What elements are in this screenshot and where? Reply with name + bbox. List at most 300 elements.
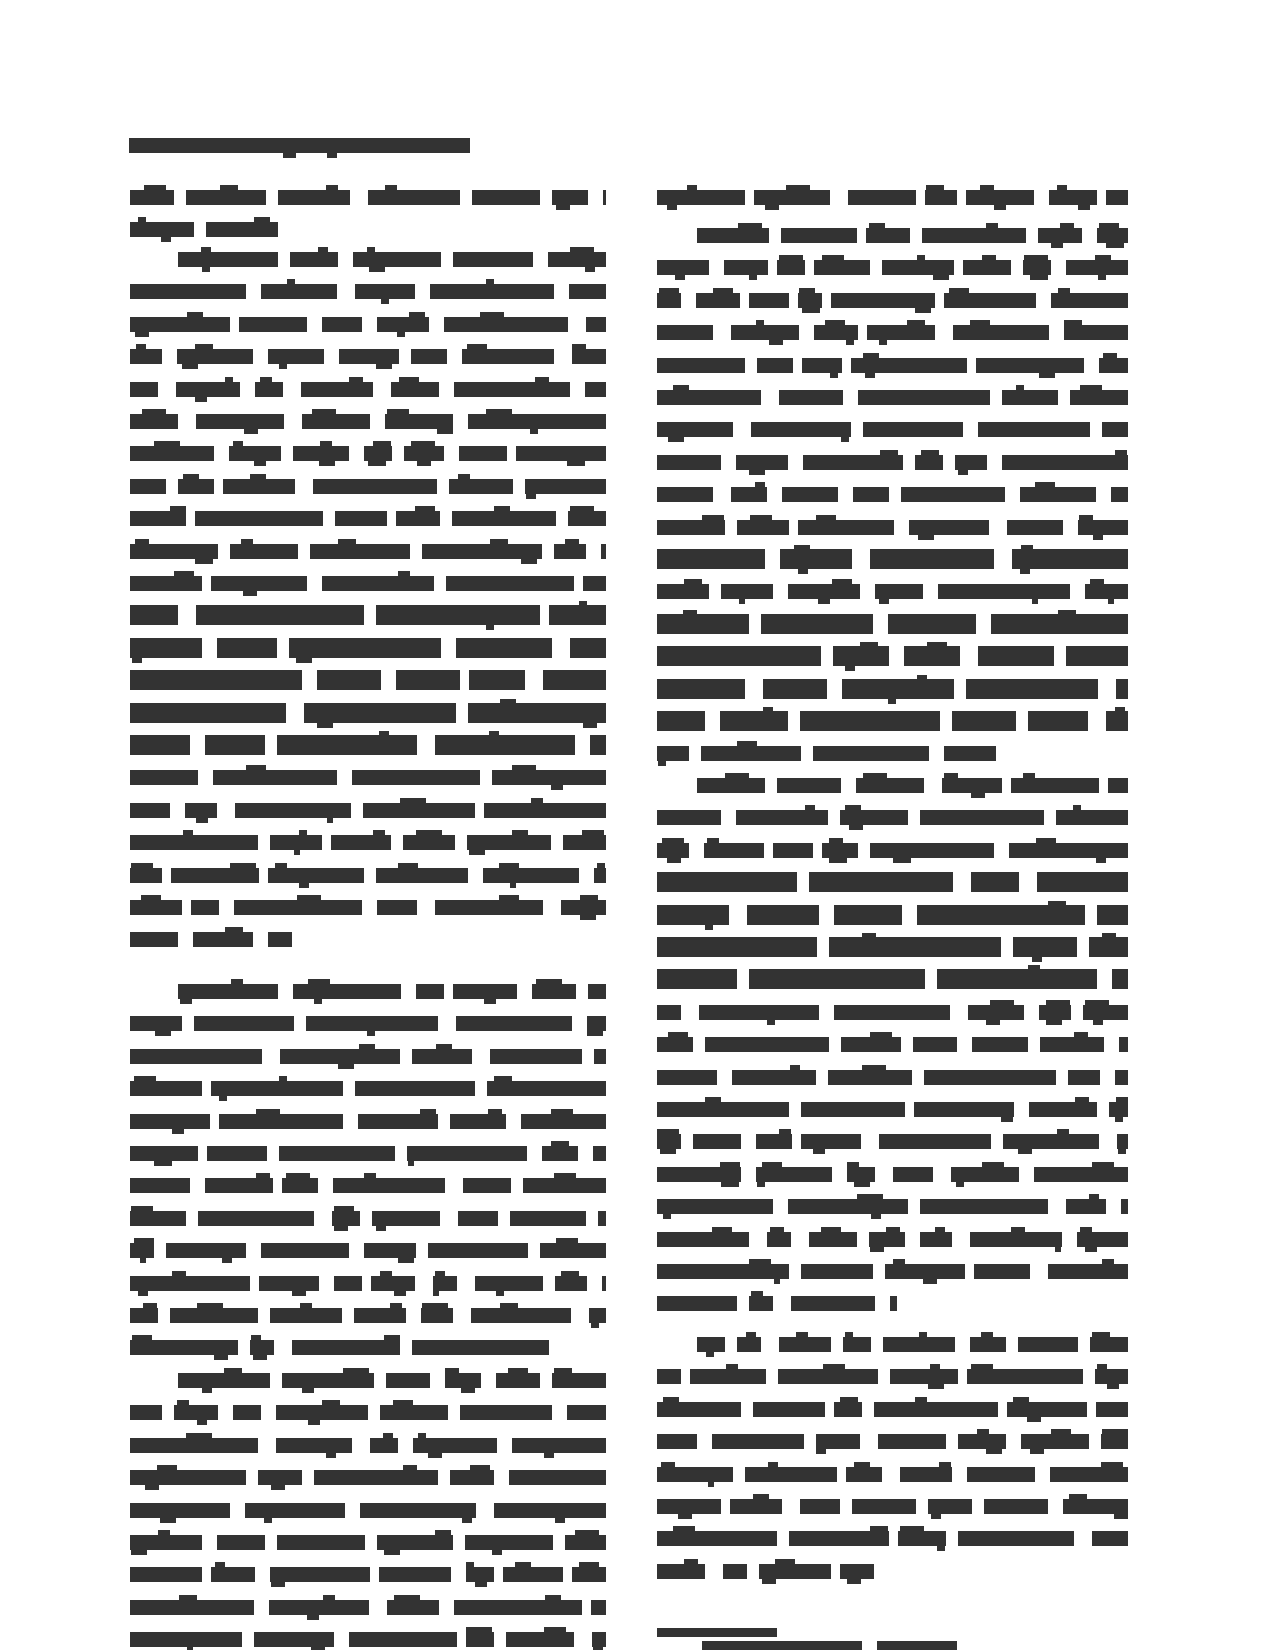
glyph-ascender <box>297 895 321 900</box>
word-blob <box>848 190 916 205</box>
glyph-descender <box>1114 1514 1128 1519</box>
word-blob <box>563 835 606 850</box>
word-blob <box>322 576 434 591</box>
glyph-ascender <box>1036 838 1056 843</box>
glyph-ascender <box>260 377 272 382</box>
glyph-ascender <box>466 1627 492 1632</box>
glyph-ascender <box>403 1465 417 1470</box>
glyph-ascender <box>857 1194 883 1199</box>
glyph-descender <box>1001 1117 1013 1122</box>
redacted-text-line <box>657 1005 1128 1031</box>
word-blob <box>704 843 764 858</box>
word-blob <box>1002 390 1058 405</box>
glyph-ascender <box>551 1109 573 1114</box>
word-blob <box>944 293 1036 308</box>
word-blob <box>198 1211 314 1226</box>
glyph-descender <box>180 999 192 1004</box>
word-blob <box>277 735 417 755</box>
glyph-ascender <box>299 830 307 835</box>
glyph-ascender <box>570 506 594 511</box>
glyph-descender <box>849 825 863 830</box>
word-blob <box>469 670 525 690</box>
glyph-ascender <box>183 474 199 479</box>
word-blob <box>1051 293 1128 308</box>
word-blob <box>731 325 799 340</box>
word-blob <box>258 1470 302 1485</box>
glyph-ascender <box>1092 1332 1110 1337</box>
word-blob <box>450 1114 506 1129</box>
paragraph <box>657 778 1128 1329</box>
redacted-text-line <box>130 1081 606 1107</box>
word-blob <box>468 703 606 723</box>
glyph-ascender <box>187 312 203 317</box>
glyph-ascender <box>373 441 391 446</box>
glyph-ascender <box>544 1627 566 1632</box>
word-blob <box>657 190 745 205</box>
word-blob <box>870 549 994 569</box>
word-blob <box>1007 1402 1087 1417</box>
glyph-ascender <box>870 1526 888 1531</box>
glyph-ascender <box>561 1271 579 1276</box>
glyph-descender <box>462 1518 472 1523</box>
glyph-ascender <box>668 1032 688 1037</box>
glyph-ascender <box>1013 1397 1029 1402</box>
glyph-descender <box>461 1388 475 1393</box>
glyph-descender <box>195 559 213 564</box>
glyph-descender <box>1018 1149 1032 1154</box>
word-blob <box>259 1276 319 1291</box>
word-blob <box>130 1567 202 1582</box>
word-blob <box>270 835 322 850</box>
glyph-descender <box>376 364 392 369</box>
glyph-ascender <box>1060 223 1074 228</box>
redacted-text-line <box>657 810 1128 836</box>
redacted-text-line <box>657 1167 1128 1193</box>
word-blob <box>732 1070 816 1085</box>
word-blob <box>377 900 417 915</box>
word-blob <box>540 1243 606 1258</box>
glyph-ascender <box>1102 1259 1114 1264</box>
glyph-descender <box>376 1226 386 1231</box>
word-blob <box>1097 905 1128 925</box>
redacted-text-line <box>130 1600 606 1626</box>
redacted-text-line <box>130 1016 606 1042</box>
glyph-ascender <box>515 1562 531 1567</box>
word-blob <box>130 1470 246 1485</box>
glyph-descender <box>739 599 745 604</box>
word-blob <box>130 1146 198 1161</box>
glyph-descender <box>762 1579 776 1584</box>
glyph-ascender <box>854 1462 870 1467</box>
glyph-ascender <box>1073 805 1081 810</box>
word-blob <box>781 228 857 243</box>
glyph-descender <box>299 883 309 888</box>
glyph-ascender <box>712 1227 732 1232</box>
glyph-ascender <box>821 1227 841 1232</box>
word-blob <box>974 1264 1030 1279</box>
word-blob <box>814 325 858 340</box>
word-blob <box>898 1531 946 1546</box>
redacted-text-line <box>657 843 1128 869</box>
word-blob <box>657 358 745 373</box>
glyph-ascender <box>554 1173 576 1178</box>
word-blob <box>468 414 606 429</box>
glyph-ascender <box>663 1397 679 1402</box>
word-blob <box>976 358 1084 373</box>
word-blob <box>586 317 606 332</box>
word-blob <box>657 679 745 699</box>
word-blob <box>909 520 989 535</box>
word-blob <box>720 711 788 731</box>
paragraph <box>130 1373 606 1650</box>
glyph-descender <box>678 1514 692 1519</box>
glyph-ascender <box>1115 450 1127 455</box>
word-blob <box>594 868 606 883</box>
word-blob <box>1078 520 1128 535</box>
word-blob <box>697 228 769 243</box>
glyph-ascender <box>762 1162 782 1167</box>
glyph-descender <box>551 785 563 790</box>
paragraph <box>657 1337 1128 1596</box>
glyph-descender <box>663 1214 671 1219</box>
redacted-text-line <box>657 714 1128 740</box>
word-blob <box>657 422 733 437</box>
glyph-descender <box>244 429 258 434</box>
word-blob <box>657 969 737 989</box>
glyph-descender <box>933 275 949 280</box>
glyph-ascender <box>215 1562 225 1567</box>
glyph-ascender <box>143 1303 157 1308</box>
glyph-descender <box>918 535 934 540</box>
glyph-ascender <box>1097 1364 1107 1369</box>
word-blob <box>1115 1070 1128 1085</box>
word-blob <box>569 284 606 299</box>
glyph-ascender <box>1058 610 1076 614</box>
word-blob <box>1013 937 1077 957</box>
glyph-ascender <box>683 610 697 614</box>
word-blob <box>834 1005 950 1020</box>
word-blob <box>171 868 259 883</box>
word-blob <box>757 358 793 373</box>
glyph-ascender <box>486 409 512 414</box>
word-blob <box>268 349 324 364</box>
word-blob <box>185 803 217 818</box>
glyph-ascender <box>512 830 528 835</box>
word-blob <box>802 358 842 373</box>
word-blob <box>277 1535 365 1550</box>
redacted-text-line <box>130 1405 606 1431</box>
glyph-ascender <box>1057 1129 1069 1134</box>
glyph-ascender <box>944 773 958 778</box>
word-blob <box>1037 872 1128 892</box>
word-blob <box>314 1470 438 1485</box>
glyph-descender <box>958 470 968 475</box>
word-blob <box>196 414 284 429</box>
glyph-ascender <box>927 642 947 646</box>
glyph-ascender <box>869 223 885 228</box>
word-blob <box>1116 679 1128 699</box>
word-blob <box>211 1567 255 1582</box>
glyph-ascender <box>387 409 409 414</box>
word-blob <box>211 1081 343 1096</box>
word-blob <box>130 446 214 461</box>
word-blob <box>331 835 391 850</box>
word-blob <box>463 1178 511 1193</box>
word-blob <box>925 190 957 205</box>
word-blob <box>1112 969 1128 989</box>
word-blob <box>466 1567 494 1582</box>
word-blob <box>1012 549 1128 569</box>
word-blob <box>657 614 749 634</box>
glyph-descender <box>865 373 875 378</box>
glyph-descender <box>1051 243 1063 248</box>
word-blob <box>657 937 817 957</box>
word-blob <box>445 1373 481 1388</box>
glyph-ascender <box>845 1332 853 1337</box>
glyph-ascender <box>1089 1194 1099 1199</box>
glyph-ascender <box>1092 1162 1114 1167</box>
redacted-text-line <box>657 1134 1128 1160</box>
word-blob <box>601 544 606 559</box>
glyph-ascender <box>390 1303 402 1308</box>
word-blob <box>851 358 967 373</box>
word-blob <box>494 1503 606 1518</box>
word-blob <box>736 455 788 470</box>
glyph-ascender <box>746 1332 756 1337</box>
glyph-ascender <box>1116 1097 1128 1102</box>
word-blob <box>282 1178 318 1193</box>
glyph-ascender <box>326 185 338 190</box>
glyph-ascender <box>863 353 879 358</box>
word-blob <box>730 1499 782 1514</box>
glyph-descender <box>1093 535 1103 540</box>
glyph-ascender <box>545 1595 561 1600</box>
word-blob <box>186 190 266 205</box>
word-blob <box>467 835 551 850</box>
glyph-descender <box>154 1161 172 1166</box>
word-blob <box>130 770 198 785</box>
word-blob <box>317 670 381 690</box>
word-blob <box>235 803 351 818</box>
word-blob <box>970 1232 1062 1247</box>
glyph-descender <box>767 1020 775 1025</box>
glyph-ascender <box>411 441 435 446</box>
glyph-ascender <box>900 1526 924 1531</box>
glyph-ascender <box>286 1173 310 1178</box>
glyph-descender <box>253 1355 267 1360</box>
word-blob <box>521 1114 606 1129</box>
word-blob <box>833 646 889 666</box>
glyph-ascender <box>917 255 925 260</box>
word-blob <box>178 252 278 267</box>
glyph-ascender <box>597 863 605 868</box>
redacted-text-line <box>130 1340 549 1366</box>
word-blob <box>416 984 444 999</box>
glyph-descender <box>937 1546 945 1551</box>
glyph-ascender <box>1101 1462 1123 1467</box>
glyph-ascender <box>939 1462 951 1467</box>
glyph-descender <box>1027 1417 1041 1422</box>
word-blob <box>523 1178 606 1193</box>
glyph-ascender <box>580 895 598 900</box>
word-blob <box>290 252 338 267</box>
word-blob <box>970 1337 1006 1352</box>
glyph-ascender <box>486 279 494 284</box>
glyph-ascender <box>863 773 887 778</box>
glyph-ascender <box>1069 1494 1087 1499</box>
word-blob <box>130 544 218 559</box>
glyph-descender <box>994 205 1006 210</box>
word-blob <box>657 1134 681 1149</box>
word-blob <box>657 872 797 892</box>
word-blob <box>657 390 761 405</box>
glyph-descender <box>398 1258 414 1263</box>
glyph-ascender <box>1099 223 1119 228</box>
glyph-ascender <box>312 409 336 414</box>
word-blob <box>831 293 935 308</box>
word-blob <box>554 544 586 559</box>
word-blob <box>1119 1037 1128 1052</box>
word-blob <box>130 190 174 205</box>
word-blob <box>869 1232 905 1247</box>
glyph-ascender <box>575 1530 599 1535</box>
word-blob <box>234 900 362 915</box>
word-blob <box>888 614 976 634</box>
word-blob <box>1066 1199 1106 1214</box>
word-blob <box>130 1503 230 1518</box>
glyph-descender <box>765 205 779 210</box>
word-blob <box>814 260 870 275</box>
word-blob <box>846 1467 882 1482</box>
word-blob <box>1021 1434 1089 1449</box>
glyph-descender <box>1106 243 1124 248</box>
glyph-ascender <box>880 450 898 455</box>
word-blob <box>360 1503 476 1518</box>
glyph-descender <box>145 1485 159 1490</box>
word-blob <box>130 835 258 850</box>
glyph-ascender <box>157 1465 177 1470</box>
glyph-ascender <box>373 830 385 835</box>
glyph-descender <box>769 340 783 345</box>
word-blob <box>801 1102 905 1117</box>
word-blob <box>657 1564 705 1579</box>
redacted-text-line <box>657 617 1128 643</box>
word-blob <box>967 1369 1083 1384</box>
redacted-text-line <box>657 1402 1128 1428</box>
glyph-descender <box>802 308 820 313</box>
glyph-ascender <box>770 1227 784 1232</box>
word-blob <box>761 614 873 634</box>
word-blob <box>967 1467 1035 1482</box>
glyph-ascender <box>1016 385 1024 390</box>
glyph-ascender <box>225 377 233 382</box>
word-blob <box>293 446 349 461</box>
word-blob <box>874 1402 998 1417</box>
word-blob <box>798 520 894 535</box>
glyph-descender <box>870 1247 884 1252</box>
word-blob <box>788 1199 908 1214</box>
glyph-ascender <box>794 545 810 549</box>
word-blob <box>875 584 923 599</box>
word-blob <box>1023 260 1051 275</box>
word-blob <box>657 1402 741 1417</box>
word-blob <box>822 843 858 858</box>
glyph-ascender <box>845 805 861 810</box>
redacted-text-line <box>657 972 1128 998</box>
word-blob <box>1109 1102 1128 1117</box>
glyph-descender <box>879 599 889 604</box>
word-blob <box>458 1211 498 1226</box>
glyph-ascender <box>318 247 328 252</box>
glyph-ascender <box>394 1595 420 1600</box>
word-blob <box>587 1016 606 1031</box>
redacted-text-line <box>130 868 606 894</box>
word-blob <box>657 487 713 502</box>
redacted-text-line <box>130 673 606 699</box>
glyph-ascender <box>893 1259 905 1264</box>
word-blob <box>657 1369 681 1384</box>
glyph-ascender <box>829 838 843 843</box>
word-blob <box>130 1081 202 1096</box>
glyph-ascender <box>1090 579 1104 584</box>
glyph-ascender <box>183 830 193 835</box>
word-blob <box>603 190 606 205</box>
word-blob <box>459 446 507 461</box>
glyph-descender <box>131 1550 147 1555</box>
word-blob <box>773 843 813 858</box>
glyph-ascender <box>823 1364 845 1369</box>
word-blob <box>452 511 556 526</box>
redacted-text-line <box>657 1564 874 1590</box>
word-blob <box>767 1232 791 1247</box>
word-blob <box>745 1467 837 1482</box>
word-blob <box>130 932 178 947</box>
glyph-ascender <box>822 255 844 260</box>
word-blob <box>1039 1005 1071 1020</box>
glyph-ascender <box>981 1332 993 1337</box>
redacted-text-line <box>130 900 606 926</box>
word-blob <box>1064 325 1128 340</box>
word-blob <box>503 1567 563 1582</box>
glyph-descender <box>308 1420 320 1425</box>
glyph-ascender <box>1085 1000 1109 1005</box>
glyph-descender <box>986 1020 1000 1025</box>
word-blob <box>353 252 441 267</box>
glyph-ascender <box>225 927 243 932</box>
word-blob <box>920 1199 1048 1214</box>
word-blob <box>801 1264 873 1279</box>
redacted-text-line <box>130 706 606 732</box>
word-blob <box>428 1243 528 1258</box>
word-blob <box>525 479 606 494</box>
word-blob <box>453 984 517 999</box>
word-blob <box>657 1264 789 1279</box>
glyph-descender <box>469 850 485 855</box>
word-blob <box>454 382 570 397</box>
word-blob <box>512 1438 606 1453</box>
redacted-text-line <box>130 1470 606 1496</box>
word-blob <box>882 260 954 275</box>
glyph-descender <box>319 461 335 466</box>
word-blob <box>782 487 838 502</box>
word-blob <box>130 1438 258 1453</box>
word-blob <box>1020 487 1096 502</box>
word-blob <box>972 1037 1028 1052</box>
glyph-ascender <box>131 1206 153 1211</box>
glyph-ascender <box>134 1238 154 1243</box>
word-blob <box>354 1308 406 1323</box>
glyph-ascender <box>480 312 504 317</box>
